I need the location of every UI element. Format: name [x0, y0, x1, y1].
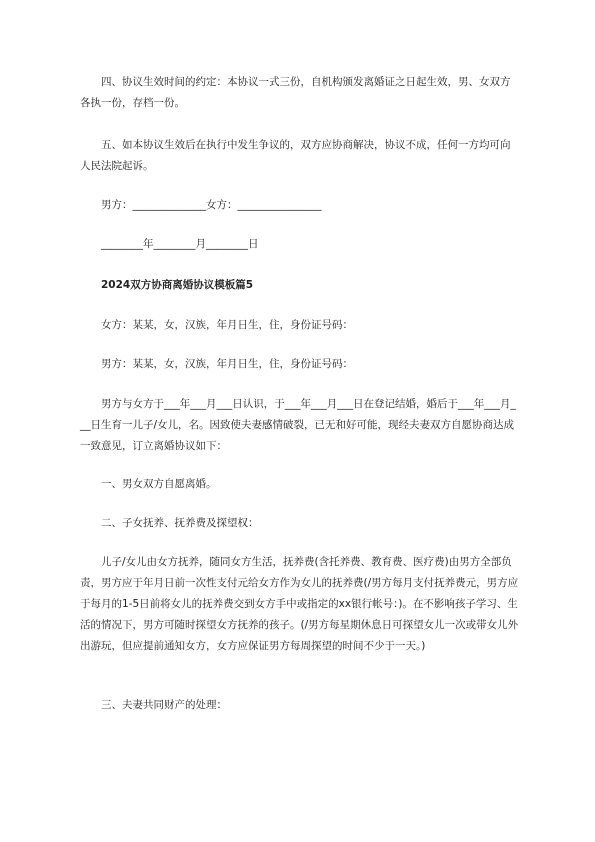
clause-five-paragraph: 五、如本协议生效后在执行中发生争议的，双方应协商解决，协议不成，任何一方均可向人民法院起诉。 [80, 139, 511, 172]
item-two: 二、子女抚养、抚养费及探望权： [101, 517, 259, 529]
date-line: ________年________月________日 [101, 238, 259, 250]
intro-paragraph: 男方与女方于___年___月___日认识，于___年___月___日在登记结婚，婚后于___年___月___日生育一儿子/女儿，名。因致使夫妻感情破裂，已无和好可能，现经夫妻双方自愿协商达成一致意见，订立离婚协议如下： [80, 398, 516, 452]
section-title: 2024双方协商离婚协议模板篇5 [101, 279, 254, 291]
signature-line: 男方：______________女方：________________ [101, 199, 322, 211]
child-custody-paragraph: 儿子/女儿由女方抚养，随同女方生活，抚养费(含托养费、教育费、医疗费)由男方全部负责，男方应于年月日前一次性支付元给女方作为女儿的抚养费(/男方每月支付抚养费元，男方应于每月的1-5日前将女儿的抚养费交到女方手中或指定的xx银行帐号：)。在不影响孩子学习、生活的情况下，男方可随时探望女方抚养的孩子。(/男方每星期休息日可探望女儿一次或带女儿外出游玩，但应提前通知女方，女方应保证男方每周探望的时间不少于一天。) [80, 556, 519, 652]
female-party-info: 女方：某某，女，汉族，年月日生，住，身份证号码： [101, 319, 353, 331]
clause-four-paragraph: 四、协议生效时间的约定：本协议一式三份，自机构颁发离婚证之日起生效，男、女双方各执一份，存档一份。 [80, 76, 511, 109]
male-party-info: 男方：某某，女，汉族，年月日生，住，身份证号码： [101, 358, 353, 370]
item-three: 三、夫妻共同财产的处理： [101, 699, 227, 711]
item-one: 一、男女双方自愿离婚。 [101, 478, 217, 490]
